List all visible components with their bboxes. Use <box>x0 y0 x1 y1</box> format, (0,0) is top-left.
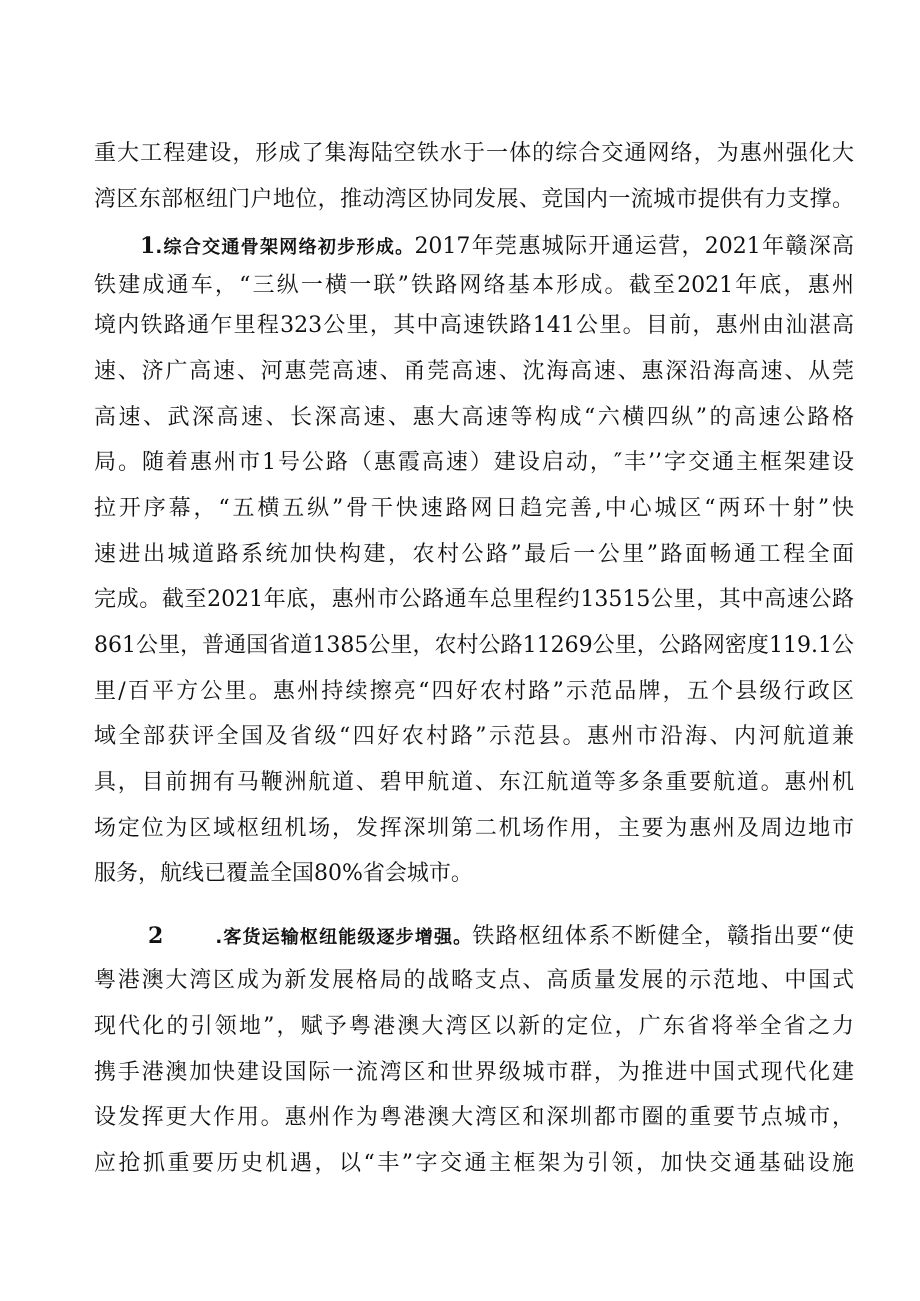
text-line: 完成。截至2021年底，惠州市公路通车总里程约13515公里，其中高速公路 <box>94 587 854 612</box>
section-heading: .综合交通骨架网络初步形成。 <box>155 237 415 258</box>
text-line: 场定位为区域枢纽机场，发挥深圳第二机场作用，主要为惠州及周边地市 <box>94 816 854 841</box>
text-line: 设发挥更大作用。惠州作为粤港澳大湾区和深圳都市圈的重要节点城市， <box>94 1105 854 1130</box>
text-line: 局。随着惠州市1号公路（惠霞高速）建设启动，″丰’’字交通主框架建设 <box>94 450 854 475</box>
text-line: 应抢抓重要历史机遇，以“丰”字交通主框架为引领，加快交通基础设施 <box>94 1151 854 1176</box>
text-line: 拉开序幕，“五横五纵”骨干快速路网日趋完善,中心城区“两环十射”快 <box>94 496 854 521</box>
text-line: 湾区东部枢纽门户地位，推动湾区协同发展、竞国内一流城市提供有力支撑。 <box>94 187 854 212</box>
section-number: 2 <box>148 923 164 949</box>
text-line: 具，目前拥有马鞭洲航道、碧甲航道、东江航道等多条重要航道。惠州机 <box>94 770 854 795</box>
section-heading: .客货运输枢纽能级逐步增强。 <box>215 927 473 948</box>
text-line: 境内铁路通乍里程323公里，其中高速铁路141公里。目前，惠州由汕湛高 <box>94 313 854 338</box>
text-line: 携手港澳加快建设国际一流湾区和世界级城市群，为推进中国式现代化建 <box>94 1060 854 1085</box>
text-line: 现代化的引领地”，赋予粤港澳大湾区以新的定位，广东省将举全省之力 <box>94 1014 854 1039</box>
text-line: 里/百平方公里。惠州持续擦亮“四好农村路”示范品牌，五个县级行政区 <box>94 679 854 704</box>
section-heading-line-2 <box>148 916 854 956</box>
text-line: 高速、武深高速、长深高速、惠大高速等构成“六横四纵”的高速公路格 <box>94 405 854 430</box>
text-line: 861公里，普通国省道1385公里，农村公路11269公里，公路网密度119.1公 <box>94 633 854 658</box>
section-heading-line-1 <box>140 226 854 266</box>
text-line: 铁建成通车，“三纵一横一联”铁路网络基本形成。截至2021年底，惠州 <box>94 273 854 298</box>
text-line: 重大工程建设，形成了集海陆空铁水于一体的综合交通网络，为惠州强化大 <box>94 141 854 166</box>
text-line: 速进出城道路系统加快构建，农村公路”最后一公里”路面畅通工程全面 <box>94 542 854 567</box>
text-line: 粤港澳大湾区成为新发展格局的战略支点、高质量发展的示范地、中国式 <box>94 968 854 993</box>
heading-line-text: 铁路枢纽体系不断健全，赣指出要“使 <box>472 924 854 949</box>
text-line: 服务，航线已覆盖全国80%省会城市。 <box>94 861 473 886</box>
text-line: 域全部获评全国及省级“四好农村路”示范县。惠州市沿海、内河航道兼 <box>94 724 854 749</box>
text-line: 速、济广高速、河惠莞高速、甬莞高速、沈海高速、惠深沿海高速、从莞 <box>94 359 854 384</box>
heading-line-text: 2017年莞惠城际开通运营，2021年赣深高 <box>414 234 854 259</box>
section-number: 1 <box>140 233 156 259</box>
